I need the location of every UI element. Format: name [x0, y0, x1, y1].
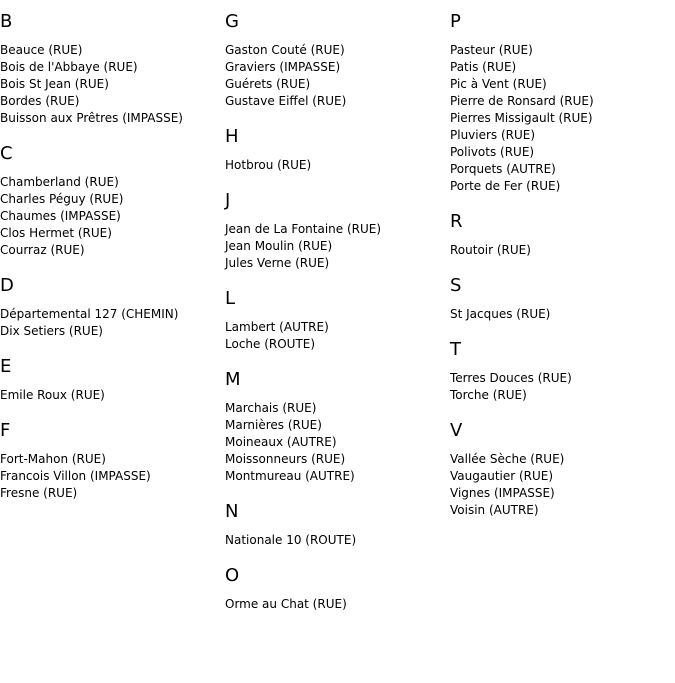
street-item: Vaugautier (RUE): [450, 469, 554, 483]
street-list: [450, 451, 675, 519]
street-item: Vallée Sèche (RUE): [450, 452, 565, 466]
street-item: Torche (RUE): [450, 388, 527, 402]
street-item: Voisin (AUTRE): [450, 503, 539, 517]
street-list: [0, 42, 225, 127]
letter-section: [225, 126, 450, 174]
letter-section: [225, 369, 450, 485]
letter-heading: V: [450, 420, 463, 441]
street-item: Jean Moulin (RUE): [225, 239, 333, 253]
street-item: Clos Hermet (RUE): [0, 226, 112, 240]
street-item: Nationale 10 (ROUTE): [225, 533, 357, 547]
letter-section: [0, 143, 225, 259]
street-item: Pic à Vent (RUE): [450, 77, 547, 91]
street-list: [225, 42, 450, 110]
letter-section: [0, 11, 225, 127]
street-list: [225, 319, 450, 353]
street-item: Courraz (RUE): [0, 243, 85, 257]
street-item: Gustave Eiffel (RUE): [225, 94, 347, 108]
index-column: [0, 11, 225, 518]
letter-section: [450, 211, 675, 259]
street-item: Dix Setiers (RUE): [0, 324, 103, 338]
street-list: [450, 42, 675, 195]
street-item: Routoir (RUE): [450, 243, 531, 257]
street-list: [225, 221, 450, 272]
letter-section: [225, 190, 450, 272]
street-list: [450, 242, 675, 259]
street-item: Beauce (RUE): [0, 43, 83, 57]
letter-section: [225, 501, 450, 549]
street-item: Marnières (RUE): [225, 418, 322, 432]
street-item: Graviers (IMPASSE): [225, 60, 341, 74]
street-item: Chaumes (IMPASSE): [0, 209, 121, 223]
street-item: Polivots (RUE): [450, 145, 535, 159]
index-column: [450, 11, 675, 535]
letter-heading: T: [450, 339, 461, 360]
street-item: Bois de l'Abbaye (RUE): [0, 60, 138, 74]
street-item: Francois Villon (IMPASSE): [0, 469, 151, 483]
letter-heading: L: [225, 288, 236, 309]
street-list: [225, 596, 450, 613]
street-item: Porquets (AUTRE): [450, 162, 556, 176]
letter-heading: S: [450, 275, 462, 296]
letter-heading: B: [0, 11, 13, 32]
letter-heading: D: [0, 275, 14, 296]
street-item: Départemental 127 (CHEMIN): [0, 307, 179, 321]
street-item: Vignes (IMPASSE): [450, 486, 555, 500]
letter-section: [450, 275, 675, 323]
street-item: Pluviers (RUE): [450, 128, 536, 142]
letter-heading: R: [450, 211, 463, 232]
street-item: Hotbrou (RUE): [225, 158, 312, 172]
letter-heading: C: [0, 143, 13, 164]
letter-heading: P: [450, 11, 461, 32]
street-item: Moineaux (AUTRE): [225, 435, 337, 449]
letter-section: [450, 339, 675, 404]
street-list: [0, 306, 225, 340]
letter-heading: M: [225, 369, 241, 390]
letter-section: [225, 11, 450, 110]
street-item: Jules Verne (RUE): [225, 256, 330, 270]
street-item: Bordes (RUE): [0, 94, 80, 108]
street-item: Fort-Mahon (RUE): [0, 452, 106, 466]
letter-heading: F: [0, 420, 11, 441]
street-item: Moissonneurs (RUE): [225, 452, 346, 466]
letter-heading: O: [225, 565, 240, 586]
index-column: [225, 11, 450, 629]
letter-section: [450, 420, 675, 519]
letter-section: [0, 356, 225, 404]
street-item: Bois St Jean (RUE): [0, 77, 109, 91]
street-item: Buisson aux Prêtres (IMPASSE): [0, 111, 183, 125]
street-item: Montmureau (AUTRE): [225, 469, 355, 483]
letter-heading: J: [225, 190, 231, 211]
street-item: Marchais (RUE): [225, 401, 317, 415]
street-list: [0, 451, 225, 502]
street-item: Jean de La Fontaine (RUE): [225, 222, 382, 236]
street-item: Pierre de Ronsard (RUE): [450, 94, 594, 108]
letter-section: [450, 11, 675, 195]
letter-heading: E: [0, 356, 12, 377]
street-item: Chamberland (RUE): [0, 175, 119, 189]
street-list: [0, 387, 225, 404]
street-list: [0, 174, 225, 259]
letter-heading: H: [225, 126, 239, 147]
street-item: Charles Péguy (RUE): [0, 192, 124, 206]
street-list: [450, 370, 675, 404]
street-item: Guérets (RUE): [225, 77, 311, 91]
street-item: Fresne (RUE): [0, 486, 78, 500]
street-item: Porte de Fer (RUE): [450, 179, 561, 193]
street-item: Pierres Missigault (RUE): [450, 111, 593, 125]
letter-heading: G: [225, 11, 239, 32]
street-list: [225, 400, 450, 485]
street-item: Emile Roux (RUE): [0, 388, 105, 402]
street-list: [225, 157, 450, 174]
street-list: [450, 306, 675, 323]
street-item: St Jacques (RUE): [450, 307, 551, 321]
letter-section: [225, 565, 450, 613]
street-item: Loche (ROUTE): [225, 337, 316, 351]
street-item: Patis (RUE): [450, 60, 517, 74]
street-item: Orme au Chat (RUE): [225, 597, 347, 611]
street-item: Gaston Couté (RUE): [225, 43, 345, 57]
street-item: Lambert (AUTRE): [225, 320, 329, 334]
letter-heading: N: [225, 501, 239, 522]
letter-section: [225, 288, 450, 353]
letter-section: [0, 275, 225, 340]
street-item: Terres Douces (RUE): [450, 371, 572, 385]
street-list: [225, 532, 450, 549]
letter-section: [0, 420, 225, 502]
street-item: Pasteur (RUE): [450, 43, 533, 57]
